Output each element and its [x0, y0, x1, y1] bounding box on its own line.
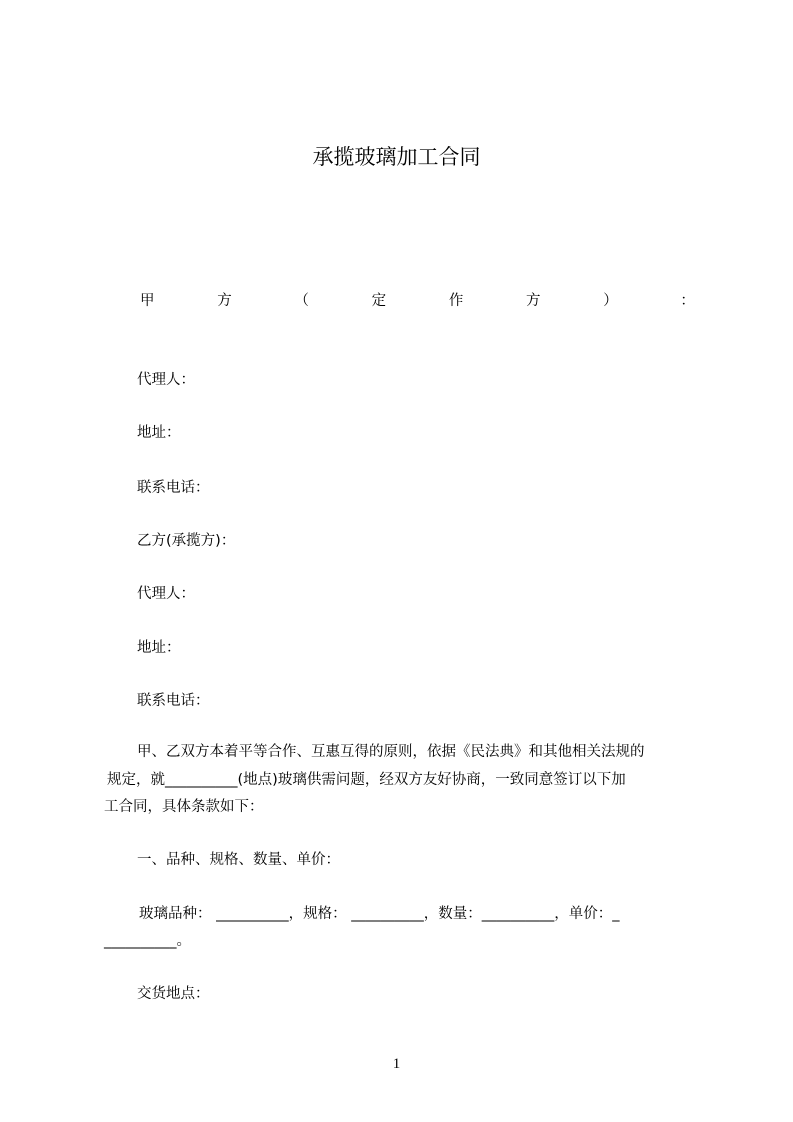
page-number: 1 — [392, 1056, 401, 1072]
document-title: 承揽玻璃加工合同 — [312, 145, 481, 169]
party-b-phone: 联系电话： — [137, 693, 210, 709]
delivery-place: 交货地点： — [137, 986, 210, 1002]
party-a-heading-char: 定 — [371, 293, 387, 309]
party-a-address: 地址： — [137, 425, 181, 441]
intro-line: 甲、乙双方本着平等合作、互惠互得的原则，依据《民法典》和其他相关法规的 — [137, 744, 645, 760]
spec-line: __________。 — [104, 933, 191, 949]
party-a-heading-char: （ — [294, 293, 309, 309]
party-a-phone: 联系电话： — [137, 480, 210, 496]
party-a-heading-char: 方 — [526, 293, 541, 309]
party-b-heading: 乙方(承揽方)： — [137, 533, 236, 549]
party-a-heading-char: 方 — [217, 293, 232, 309]
party-a-heading-char: 甲 — [140, 293, 155, 309]
spec-line: 玻璃品种： __________，规格： __________，数量：__________，单价：_ — [139, 906, 620, 922]
party-a-heading — [140, 291, 695, 311]
intro-line: 工合同，具体条款如下： — [104, 799, 264, 815]
party-b-agent: 代理人： — [137, 586, 195, 602]
intro-line: 规定，就__________(地点)玻璃供需问题，经双方友好协商，一致同意签订以下加 — [107, 772, 626, 788]
party-a-heading-char: ： — [680, 293, 695, 309]
party-b-address: 地址： — [137, 640, 181, 656]
party-a-heading-char: 作 — [448, 293, 464, 309]
party-a-agent: 代理人： — [137, 372, 195, 388]
party-a-heading-char: ） — [603, 293, 618, 309]
section-1-heading: 一、品种、规格、数量、单价： — [137, 852, 340, 868]
